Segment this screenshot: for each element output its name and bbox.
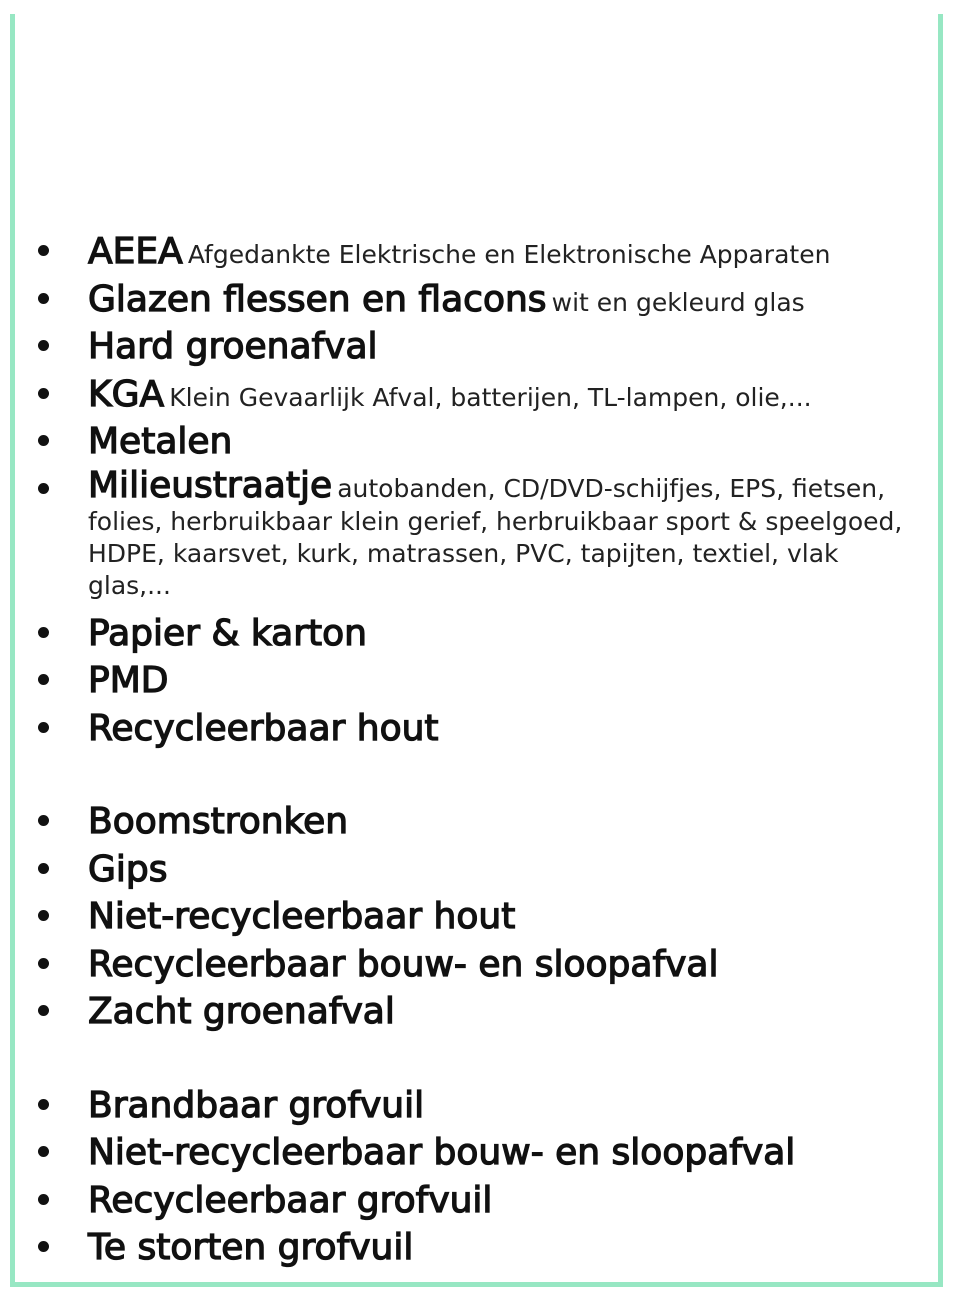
bullet-icon <box>38 863 49 874</box>
bullet-icon <box>38 910 49 921</box>
bullet-icon <box>38 815 49 826</box>
bullet-icon <box>38 1194 49 1205</box>
fraction-name: Recycleerbaar bouw- en sloopafval <box>88 943 719 985</box>
fraction-name: Zacht groenafval <box>88 991 395 1032</box>
list-item <box>28 418 908 466</box>
list-item <box>28 1082 908 1130</box>
fraction-description: Klein Gevaarlijk Afval, batterijen, TL-lampen, olie,... <box>169 382 812 412</box>
fraction-name: PMD <box>88 660 169 701</box>
fraction-description: autobanden, CD/DVD-schijfjes, EPS, fietsen, folies, herbruikbaar klein gerief, herbruikbaar sport & speelgoed, HDPE, kaarsvet, kurk, matrassen, PVC, tapijten, textiel, vlak glas,... <box>88 473 903 600</box>
bullet-icon <box>38 293 49 304</box>
fraction-name: Papier & karton <box>88 612 367 654</box>
list-item <box>28 893 908 941</box>
fraction-name: AEEA <box>88 231 183 272</box>
fraction-name: Niet-recycleerbaar hout <box>88 896 516 937</box>
list-item <box>28 846 908 894</box>
bullet-icon <box>38 1241 49 1252</box>
bullet-icon <box>38 1099 49 1110</box>
fraction-name: Brandbaar grofvuil <box>88 1084 425 1126</box>
list-item <box>28 657 908 705</box>
fraction-name: Milieustraatje <box>88 464 333 506</box>
list-item <box>28 610 908 658</box>
bullet-icon <box>38 435 49 446</box>
bullet-icon <box>38 958 49 969</box>
list-item <box>28 228 908 276</box>
list-item <box>28 1177 908 1225</box>
bullet-icon <box>38 627 49 638</box>
fraction-name: Te storten grofvuil <box>88 1227 414 1268</box>
fraction-name: Glazen flessen en flacons <box>88 278 547 320</box>
bullet-icon <box>38 722 49 733</box>
list-item <box>28 798 908 846</box>
fraction-description: wit en gekleurd glas <box>551 287 805 317</box>
list-item <box>28 988 908 1036</box>
list-item <box>28 323 908 371</box>
list-item <box>28 941 908 989</box>
fraction-description: Afgedankte Elektrische en Elektronische Apparaten <box>187 240 831 269</box>
fraction-name: Gips <box>88 848 168 890</box>
fraction-name: Hard groenafval <box>88 326 378 367</box>
bullet-icon <box>38 1146 49 1157</box>
bullet-icon <box>38 245 49 256</box>
bullet-icon <box>38 674 49 685</box>
fraction-name: Metalen <box>88 421 233 462</box>
fraction-group-2 <box>28 798 908 1036</box>
bullet-icon <box>38 1005 49 1016</box>
list-item <box>28 276 908 324</box>
bullet-icon <box>38 483 49 494</box>
bullet-icon <box>38 340 49 351</box>
list-item <box>28 1129 908 1177</box>
fraction-name: Recycleerbaar grofvuil <box>88 1179 493 1221</box>
waste-fractions-list <box>28 228 908 1272</box>
fraction-name: KGA <box>88 373 165 415</box>
list-item <box>28 1224 908 1272</box>
list-item <box>28 466 908 610</box>
list-item <box>28 371 908 419</box>
fraction-name: Recycleerbaar hout <box>88 707 439 749</box>
list-item <box>28 705 908 753</box>
fraction-name: Boomstronken <box>88 801 349 842</box>
fraction-name: Niet-recycleerbaar bouw- en sloopafval <box>88 1132 796 1173</box>
bullet-icon <box>38 388 49 399</box>
fraction-group-3 <box>28 1082 908 1272</box>
fraction-group-1 <box>28 228 908 752</box>
